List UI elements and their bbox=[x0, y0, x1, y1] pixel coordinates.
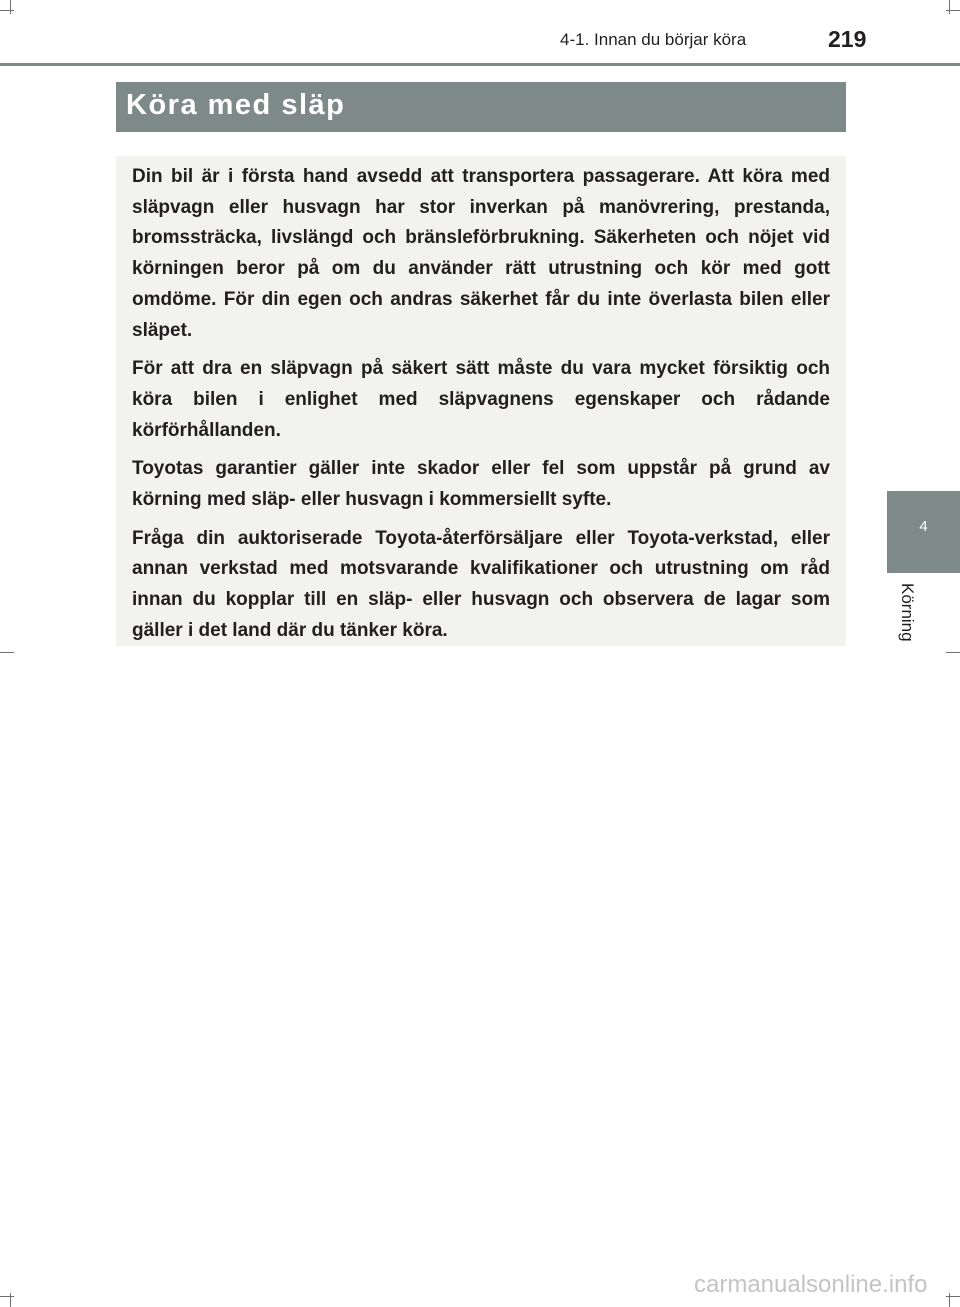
section-title: 4-1. Innan du börjar köra bbox=[560, 30, 747, 49]
crop-mark bbox=[10, 1293, 11, 1307]
content-box bbox=[116, 156, 846, 646]
title-banner bbox=[116, 82, 846, 132]
crop-mark bbox=[946, 652, 960, 653]
paragraph: Din bil är i första hand avsedd att transportera passagerare. Att köra med släpvagn eller husvagn har stor inverkan på manövrering, prestanda, bromssträcka, livslängd och bränsleförbrukning. Säkerheten och nöjet vid körningen beror på om du använder rätt utrustning och kör med gott omdöme. För din egen och andras säkerhet får du inte överlasta bilen eller släpet. bbox=[132, 166, 830, 341]
chapter-label: Körning bbox=[898, 583, 917, 642]
chapter-tab bbox=[887, 491, 960, 573]
chapter-number: 4 bbox=[919, 518, 928, 535]
paragraph: Toyotas garantier gäller inte skador eller fel som uppstår på grund av körning med släp- eller husvagn i kommersiellt syfte. bbox=[132, 458, 830, 511]
crop-mark bbox=[0, 10, 14, 11]
watermark: carmanualsonline.info bbox=[694, 1271, 928, 1298]
page-number: 219 bbox=[828, 26, 867, 52]
paragraph: Fråga din auktoriserade Toyota-återförsäljare eller Toyota-verkstad, eller annan verkstad med motsvarande kvalifikationer och utrustning om råd innan du kopplar till en släp- eller husvagn och observera de lagar som gäller i det land där du tänker köra. bbox=[132, 527, 830, 641]
crop-mark bbox=[0, 652, 14, 653]
crop-mark bbox=[949, 0, 950, 14]
crop-mark bbox=[949, 1293, 950, 1307]
crop-mark bbox=[0, 1296, 14, 1297]
paragraph: För att dra en släpvagn på säkert sätt måste du vara mycket försiktig och köra bilen i enlighet med släpvagnens egenskaper och rådande körförhållanden. bbox=[132, 358, 830, 441]
page-title: Köra med släp bbox=[126, 89, 346, 121]
header-divider bbox=[0, 63, 960, 66]
crop-mark bbox=[10, 0, 11, 14]
